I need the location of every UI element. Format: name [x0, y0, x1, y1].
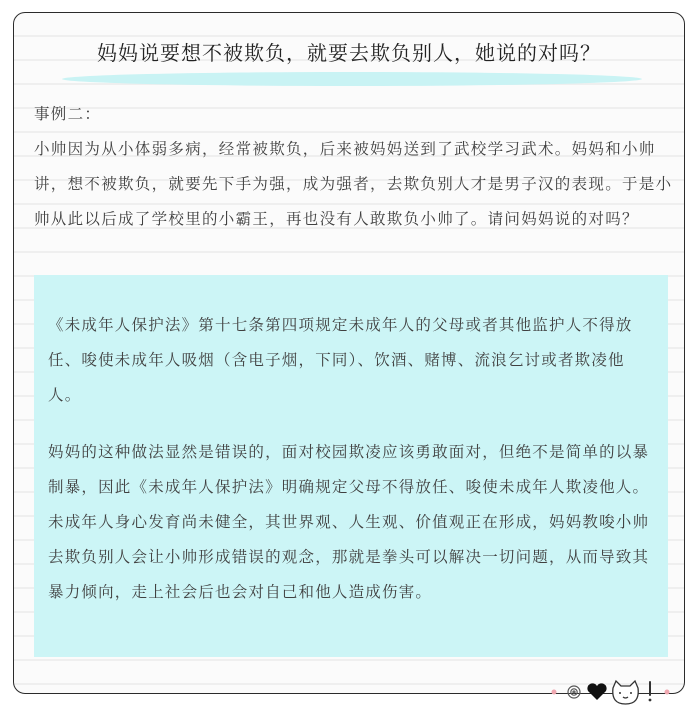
title-highlight	[62, 72, 642, 86]
cat-face-icon	[613, 681, 638, 704]
case-text: 小帅因为从小体弱多病，经常被欺负，后来被妈妈送到了武校学习武术。妈妈和小帅讲，想不被欺负，就要先下手为强，成为强者，去欺负别人才是男子汉的表现。于是小帅从此以后成了学校里的小霸王，再也没有人敢欺负小帅了。请问妈妈说的对吗？	[34, 140, 673, 228]
law-text: 《未成年人保护法》第十七条第四项规定未成年人的父母或者其他监护人不得放任、唆使未成年人吸烟（含电子烟，下同）、饮酒、赌博、流浪乞讨或者欺凌他人。	[48, 316, 633, 404]
page-title: 妈妈说要想不被欺负，就要去欺负别人，她说的对吗？	[97, 41, 601, 65]
decoration-strip	[550, 678, 675, 708]
analysis-text: 妈妈的这种做法显然是错误的，面对校园欺凌应该勇敢面对，但绝不是简单的以暴制暴，因此《未成年人保护法》明确规定父母不得放任、唆使未成年人欺凌他人。未成年人身心发育尚未健全，其世界观、人生观、价值观正在形成，妈妈教唆小帅去欺负别人会让小帅形成错误的观念，那就是拳头可以解决一切问题，从而导致其暴力倾向，走上社会后也会对自己和他人造成伤害。	[48, 443, 650, 601]
pink-dot-icon	[552, 690, 557, 695]
title-banner	[14, 35, 684, 85]
case-label: 事例二：	[34, 105, 102, 123]
explanation-box	[34, 275, 668, 657]
pink-dot-icon	[665, 690, 670, 695]
article-card	[13, 12, 685, 694]
exclamation-icon	[649, 682, 652, 701]
heart-icon	[587, 683, 606, 700]
spiral-icon	[568, 686, 580, 698]
case-section	[34, 97, 674, 237]
